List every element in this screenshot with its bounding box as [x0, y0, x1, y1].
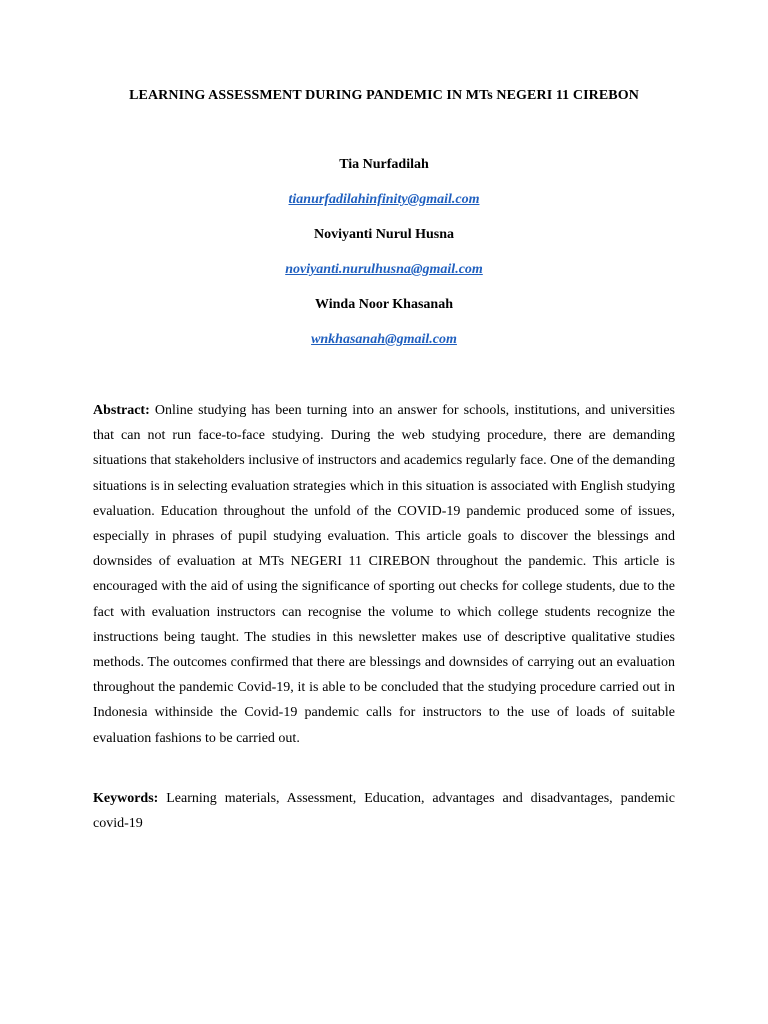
- abstract-label: Abstract:: [93, 403, 150, 418]
- author-email-row-3: [0, 332, 768, 348]
- abstract-text: Online studying has been turning into an answer for schools, institutions, and universities that can not run face-to-face studying. During the web studying procedure, there are demanding situations that stakeholders inclusive of instructors and academics regularly face. One of the demanding situations is in selecting evaluation strategies which in this situation is associated with English studying evaluation. Education throughout the unfold of the COVID-19 pandemic produced some of issues, especially in phrases of pupil studying evaluation. This article goals to discover the blessings and downsides of evaluation at MTs NEGERI 11 CIREBON throughout the pandemic. This article is encouraged with the aid of using the significance of sporting out checks for college students, due to the fact with evaluation instructors can recognise the volume to which college students recognize the instructions being taught. The studies in this newsletter makes use of descriptive qualitative studies methods. The outcomes confirmed that there are blessings and downsides of carrying out an evaluation throughout the pandemic Covid-19, it is able to be concluded that the studying procedure carried out in Indonesia withinside the Covid-19 pandemic calls for instructors to the use of loads of suitable evaluation fashions to be carried out.: [93, 403, 675, 746]
- author-email-2[interactable]: noviyanti.nurulhusna@gmail.com: [285, 262, 483, 277]
- author-email-1[interactable]: tianurfadilahinfinity@gmail.com: [288, 192, 480, 207]
- keywords-label: Keywords:: [93, 791, 159, 806]
- keywords-paragraph: [93, 786, 675, 836]
- author-name-2: Noviyanti Nurul Husna: [313, 227, 455, 242]
- keywords-text: Learning materials, Assessment, Education, advantages and disadvantages, pandemic covid-19: [93, 791, 675, 832]
- author-email-3[interactable]: wnkhasanah@gmail.com: [311, 332, 457, 347]
- author-name-1: Tia Nurfadilah: [339, 157, 429, 172]
- author-email-row-1: [0, 192, 768, 208]
- abstract-paragraph: [93, 398, 675, 751]
- author-name-3: Winda Noor Khasanah: [315, 297, 453, 312]
- author-email-row-2: [0, 262, 768, 278]
- paper-title: LEARNING ASSESSMENT DURING PANDEMIC IN MTs NEGERI 11 CIREBON: [129, 88, 639, 103]
